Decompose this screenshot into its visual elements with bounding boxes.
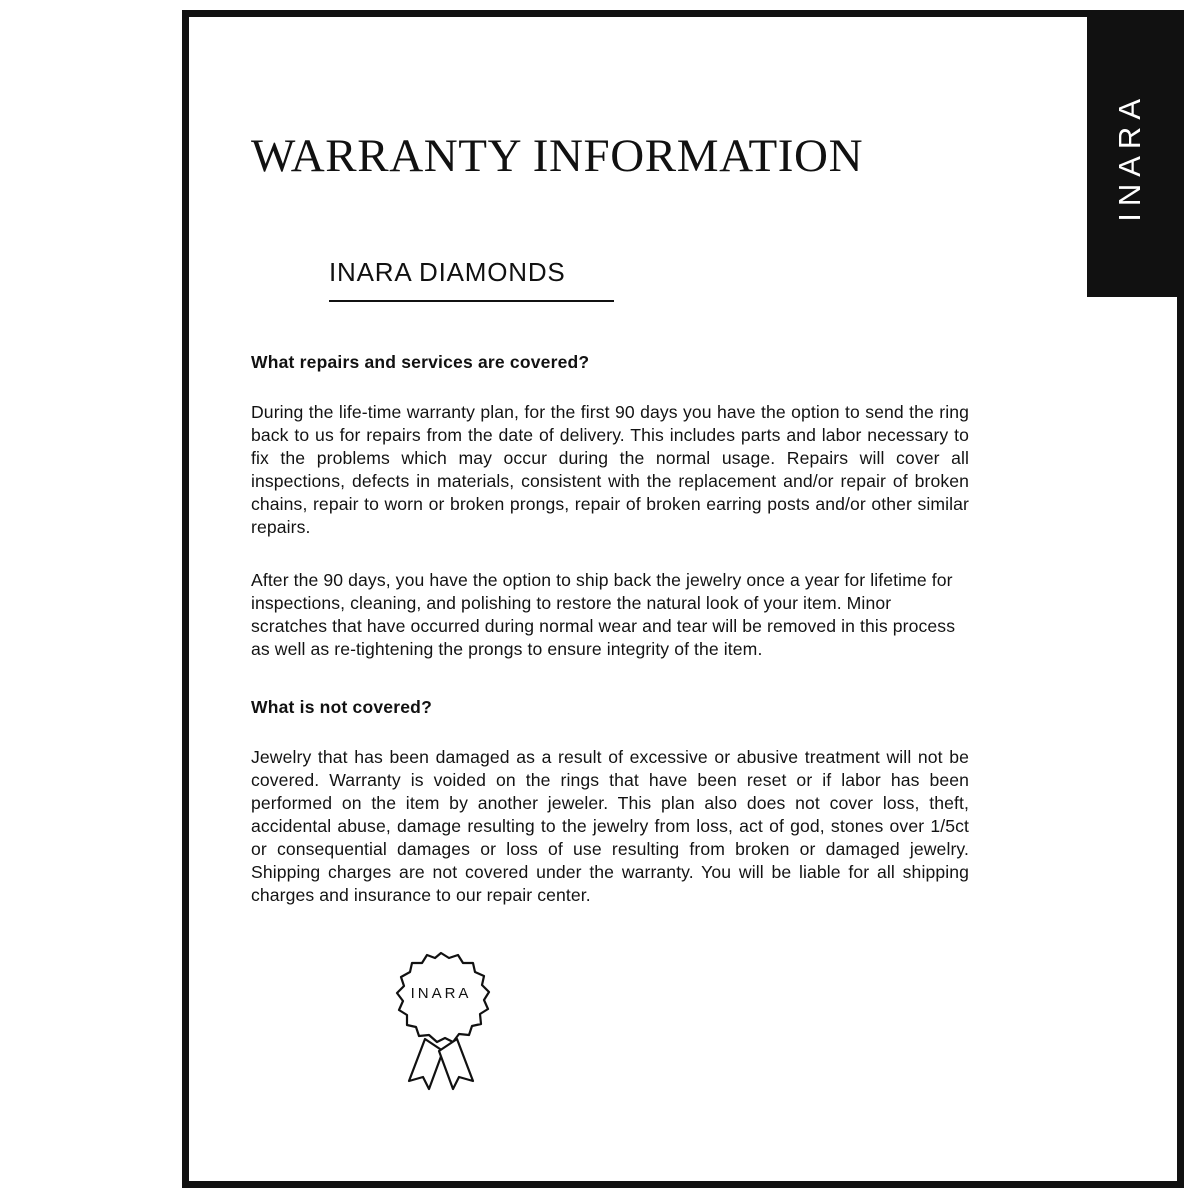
seal-icon <box>381 947 501 1097</box>
section-paragraph-covered-1: During the life-time warranty plan, for the first 90 days you have the option to send the ring back to us for repairs from the date of delivery. This includes parts and labor necessary to fix the problems which may occur during the normal usage. Repairs will cover all inspections, defects in materials, consistent with the replacement and/or repair of broken chains, repair to worn or broken prongs, repair of broken earring posts and/or other similar repairs. <box>251 402 969 537</box>
document-content <box>251 17 1149 1181</box>
document-subtitle: INARA DIAMONDS <box>329 257 566 287</box>
document-body <box>251 352 969 937</box>
section-paragraph-not-covered-1: Jewelry that has been damaged as a result of excessive or abusive treatment will not be covered. Warranty is voided on the rings that have been reset or if labor has been performed on the item by another jeweler. This plan also does not cover loss, theft, accidental abuse, damage resulting to the jewelry from loss, act of god, stones over 1/5ct or consequential damages or loss of use resulting from broken or damaged jewelry. Shipping charges are not covered under the warranty. You will be liable for all shipping charges and insurance to our repair center. <box>251 747 969 905</box>
seal-label: INARA <box>410 985 472 1002</box>
section-paragraph-covered-2: After the 90 days, you have the option to ship back the jewelry once a year for lifetime for inspections, cleaning, and polishing to restore the natural look of your item. Minor scratches that have occurred during normal wear and tear will be removed in this process as well as re-tightening the prongs to ensure integrity of the item. <box>251 570 956 659</box>
subtitle-underline <box>329 257 614 302</box>
section-heading-not-covered: What is not covered? <box>251 697 432 717</box>
seal-badge <box>381 947 501 1097</box>
brand-tab-label: INARA <box>1112 92 1147 222</box>
page-title: WARRANTY INFORMATION <box>251 130 864 182</box>
section-heading-covered: What repairs and services are covered? <box>251 352 590 372</box>
document-frame <box>182 10 1184 1188</box>
